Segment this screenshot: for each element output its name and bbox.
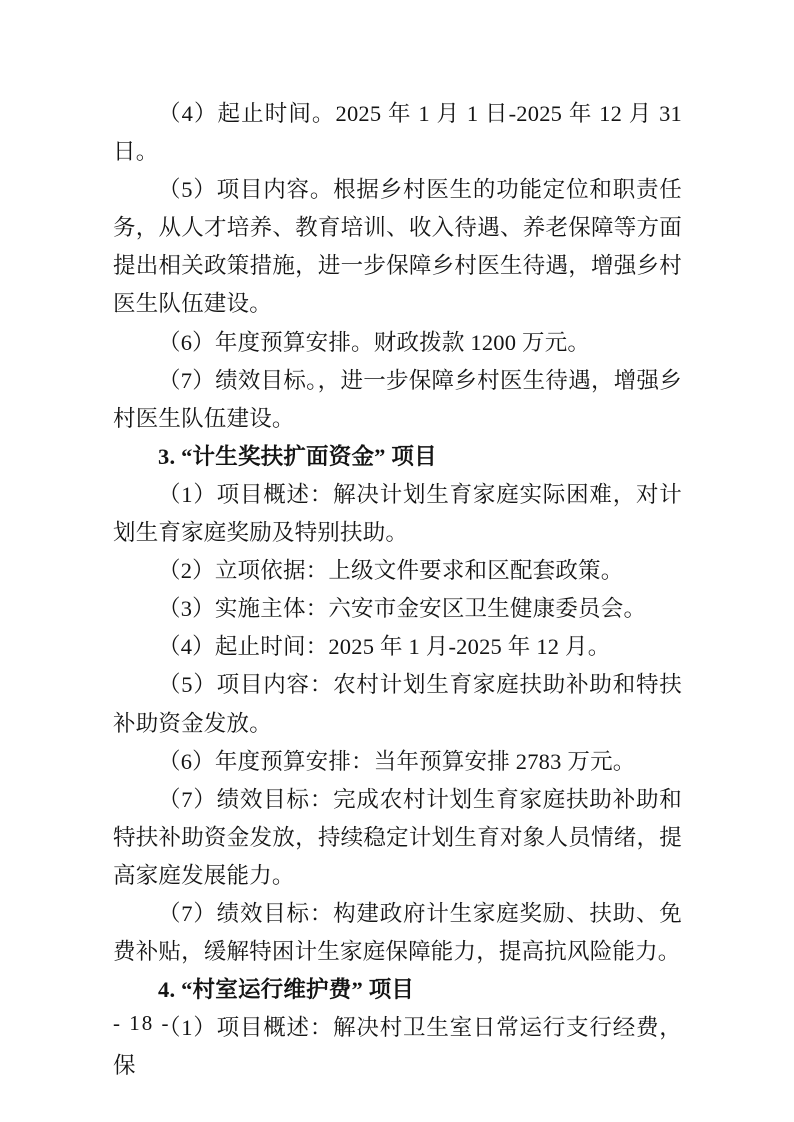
section-heading-project-4: 4. “村室运行维护费” 项目 [158,977,415,1003]
paragraph: （1）项目概述：解决计划生育家庭实际困难，对计划生育家庭奖励及特别扶助。 [113,481,682,546]
paragraph: （6）年度预算安排：当年预算安排 2783 万元。 [158,748,636,774]
paragraph: （4）起止时间。2025 年 1 月 1 日-2025 年 12 月 31 日。 [113,101,682,165]
paragraph: （7）绩效目标：完成农村计划生育家庭扶助补助和特扶补助资金发放，持续稳定计划生育对象人员情绪，提高家庭发展能力。 [113,786,682,888]
paragraph: （7）绩效目标：构建政府计生家庭奖励、扶助、免费补贴，缓解特困计生家庭保障能力，提高抗风险能力。 [113,900,682,965]
paragraph: （1）项目概述：解决村卫生室日常运行支行经费，保 [113,1015,682,1079]
paragraph: （5）项目内容。根据乡村医生的功能定位和职责任务，从人才培养、教育培训、收入待遇、养老保障等方面提出相关政策措施，进一步保障乡村医生待遇，增强乡村医生队伍建设。 [113,177,682,317]
paragraph: （5）项目内容：农村计划生育家庭扶助补助和特扶补助资金发放。 [113,672,682,736]
paragraph: （3）实施主体：六安市金安区卫生健康委员会。 [158,596,647,622]
section-heading-project-3: 3. “计生奖扶扩面资金” 项目 [158,443,437,469]
paragraph: （2）立项依据：上级文件要求和区配套政策。 [158,558,624,584]
paragraph: （7）绩效目标。，进一步保障乡村医生待遇，增强乡村医生队伍建设。 [113,367,682,431]
paragraph: （6）年度预算安排。财政拨款 1200 万元。 [158,329,591,355]
document-body [113,95,682,1085]
page-number: - 18 - [113,1011,171,1035]
paragraph: （4）起止时间：2025 年 1 月-2025 年 12 月。 [158,634,611,660]
